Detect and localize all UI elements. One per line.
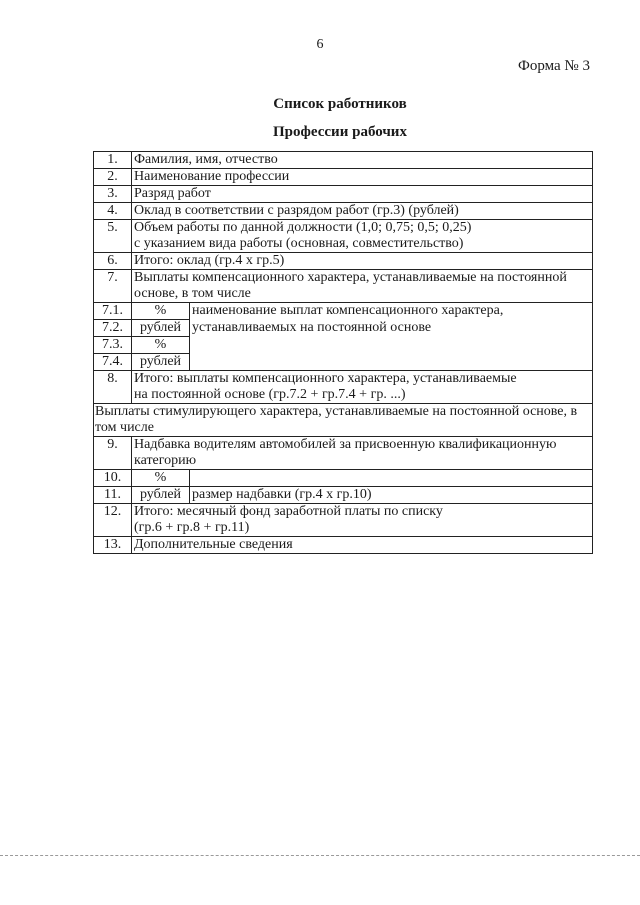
row-label [132,504,593,537]
table-row [94,253,593,270]
row-label-line: на постоянной основе (гр.7.2 + гр.7.4 + гр. ...) [134,387,406,402]
row-number: 4. [94,203,132,220]
unit-cell: % [132,337,190,354]
row-number: 5. [94,220,132,253]
unit-cell: рублей [132,354,190,371]
empty-cell [190,337,593,354]
table-row [94,303,593,320]
table-row [94,371,593,404]
unit-cell: % [132,470,190,487]
table-row [94,354,593,371]
employee-form-table [93,151,593,554]
row-number: 3. [94,186,132,203]
row-label-line: с указанием вида работы (основная, совместительство) [134,236,464,251]
row-label-line: Объем работы по данной должности (1,0; 0,75; 0,5; 0,25) [134,220,472,235]
unit-cell: % [132,303,190,320]
unit-cell: рублей [132,320,190,337]
document-subtitle: Профессии рабочих [273,124,407,140]
row-number: 7.2. [94,320,132,337]
table-row [94,152,593,169]
empty-cell [190,470,593,487]
row-number: 7.3. [94,337,132,354]
table-row [94,487,593,504]
row-label: Разряд работ [132,186,593,203]
section-header: Выплаты стимулирующего характера, устанавливаемые на постоянной основе, в том числе [94,404,593,437]
table-row [94,220,593,253]
row-label-line: наименование выплат компенсационного характера, [192,303,504,318]
table-row [94,470,593,487]
row-label: Фамилия, имя, отчество [132,152,593,169]
row-label: Надбавка водителям автомобилей за присвоенную квалификационную категорию [132,437,593,470]
document-title: Список работников [273,96,407,112]
table-row [94,270,593,303]
row-label-line: устанавливаемых на постоянной основе [192,319,432,335]
row-label: Дополнительные сведения [132,537,593,554]
table-row [94,169,593,186]
form-label: Форма № 3 [518,58,590,74]
table-row [94,504,593,537]
table-row [94,203,593,220]
row-number: 8. [94,371,132,404]
row-label: Итого: оклад (гр.4 х гр.5) [132,253,593,270]
row-label: Наименование профессии [132,169,593,186]
table-row [94,404,593,437]
table-row [94,186,593,203]
row-number: 7. [94,270,132,303]
table-row [94,320,593,337]
scan-edge-line [0,855,640,856]
row-label: размер надбавки (гр.4 х гр.10) [190,487,593,504]
row-number: 1. [94,152,132,169]
row-number: 11. [94,487,132,504]
table-row [94,337,593,354]
row-label [190,320,593,337]
table-row [94,537,593,554]
row-label [132,371,593,404]
row-number: 9. [94,437,132,470]
row-number: 7.1. [94,303,132,320]
row-label: Выплаты компенсационного характера, устанавливаемые на постоянной основе, в том числе [132,270,593,303]
table-row [94,437,593,470]
row-number: 7.4. [94,354,132,371]
empty-cell [190,354,593,371]
row-label-line: Итого: выплаты компенсационного характера, устанавливаемые [134,371,517,386]
row-label: Оклад в соответствии с разрядом работ (гр.3) (рублей) [132,203,593,220]
unit-cell: рублей [132,487,190,504]
row-number: 6. [94,253,132,270]
row-label [132,220,593,253]
page-number: 6 [316,37,324,52]
row-label-line: (гр.6 + гр.8 + гр.11) [134,520,250,535]
row-label [190,303,593,320]
row-number: 13. [94,537,132,554]
row-label-line: Итого: месячный фонд заработной платы по списку [134,504,443,519]
row-number: 2. [94,169,132,186]
row-number: 10. [94,470,132,487]
row-number: 12. [94,504,132,537]
